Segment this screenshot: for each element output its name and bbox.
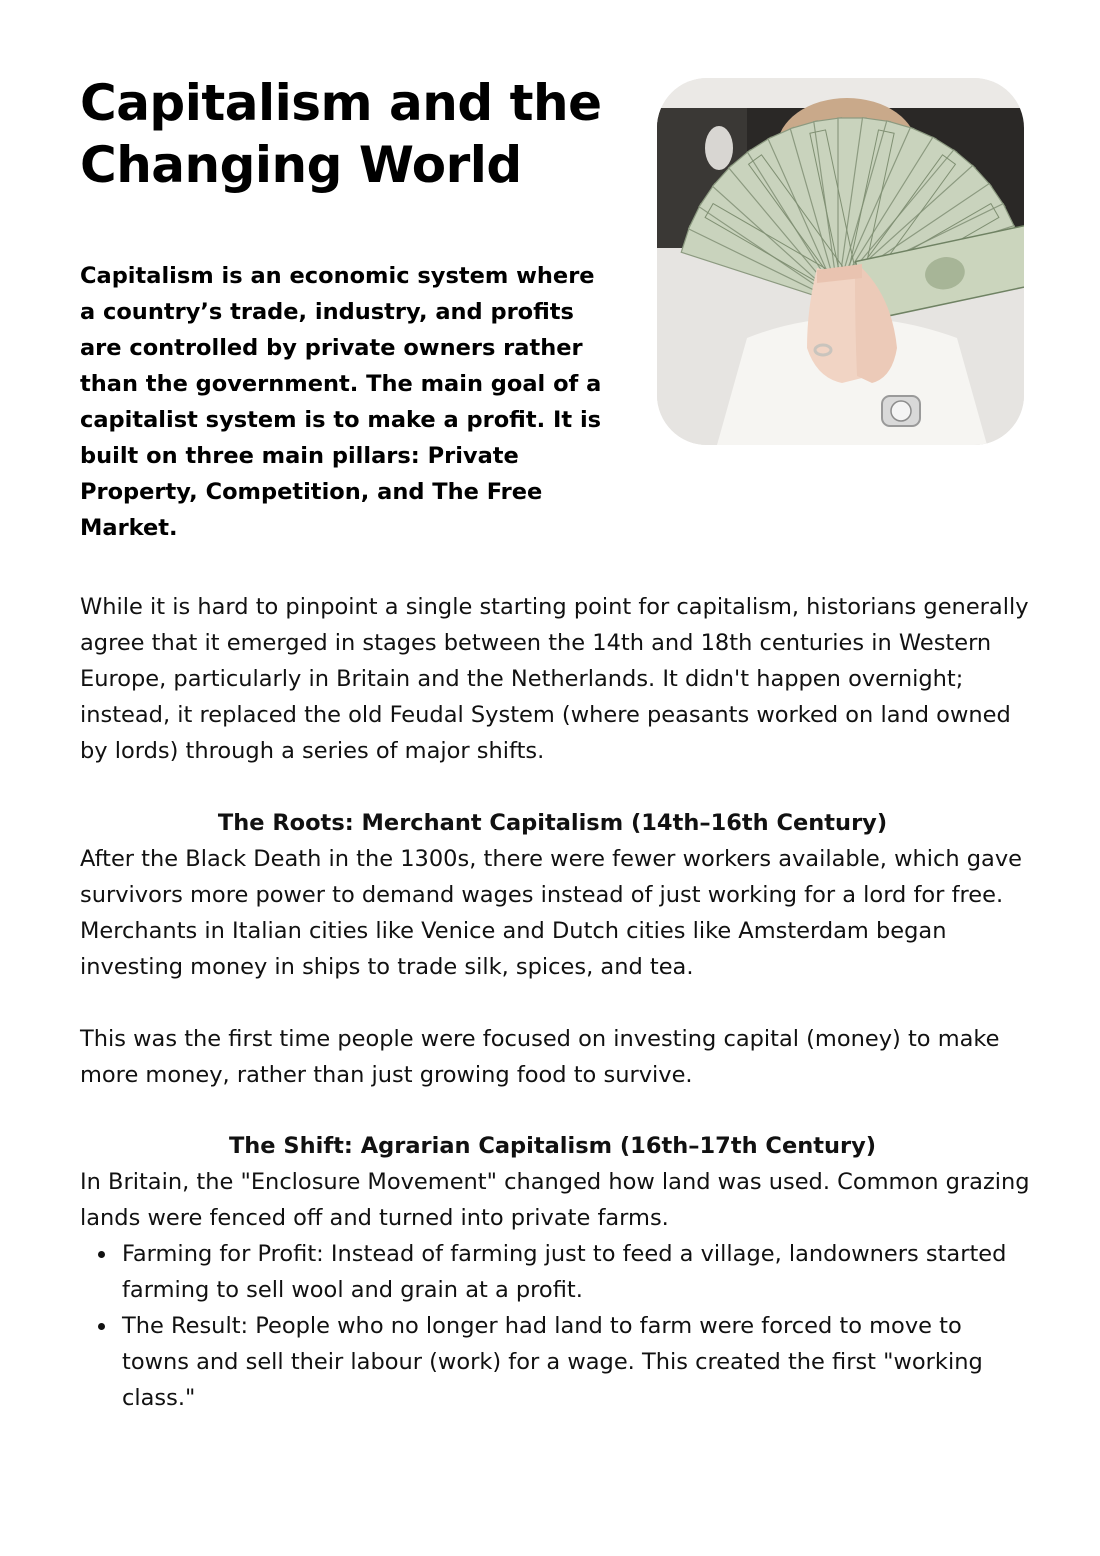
bullet-icon [98, 1323, 105, 1330]
agrarian-bullet-list [80, 1236, 1030, 1416]
bullet-icon [98, 1251, 105, 1258]
agrarian-heading: The Shift: Agrarian Capitalism (16th–17th Century) [228, 1133, 877, 1159]
title-line-1: Capitalism and the [80, 74, 602, 132]
list-item [80, 1236, 1030, 1308]
agrarian-paragraph: In Britain, the "Enclosure Movement" changed how land was used. Common grazing lands were fenced off and turned into private farms. [80, 1169, 1030, 1231]
title-line-2: Changing World [80, 136, 522, 194]
merchant-heading: The Roots: Merchant Capitalism (14th–16th Century) [217, 810, 888, 836]
list-item [80, 1308, 1030, 1416]
bullet-text: Farming for Profit: Instead of farming just to feed a village, landowners started farming to sell wool and grain at a profit. [122, 1241, 1007, 1303]
money-fan-photo [657, 78, 1024, 445]
page-title [80, 72, 640, 196]
intro-paragraph: Capitalism is an economic system where a country’s trade, industry, and profits are controlled by private owners rather than the government. The main goal of a capitalist system is to make a profit. It is built on three main pillars: Private Property, Competition, and The Free Market. [80, 263, 602, 541]
origins-paragraph: While it is hard to pinpoint a single starting point for capitalism, historians generally agree that it emerged in stages between the 14th and 18th centuries in Western Europe, particularly in Britain and the Netherlands. It didn't happen overnight; instead, it replaced the old Feudal System (where peasants worked on land owned by lords) through a series of major shifts. [80, 594, 1029, 764]
merchant-paragraph-1: After the Black Death in the 1300s, there were fewer workers available, which gave survivors more power to demand wages instead of just working for a lord for free. Merchants in Italian cities like Venice and Dutch cities like Amsterdam began investing money in ships to trade silk, spices, and tea. [80, 846, 1022, 980]
bullet-text: The Result: People who no longer had land to farm were forced to move to towns and sell their labour (work) for a wage. This created the first "working class." [122, 1313, 983, 1411]
merchant-paragraph-2: This was the first time people were focused on investing capital (money) to make more money, rather than just growing food to survive. [80, 1026, 1000, 1088]
